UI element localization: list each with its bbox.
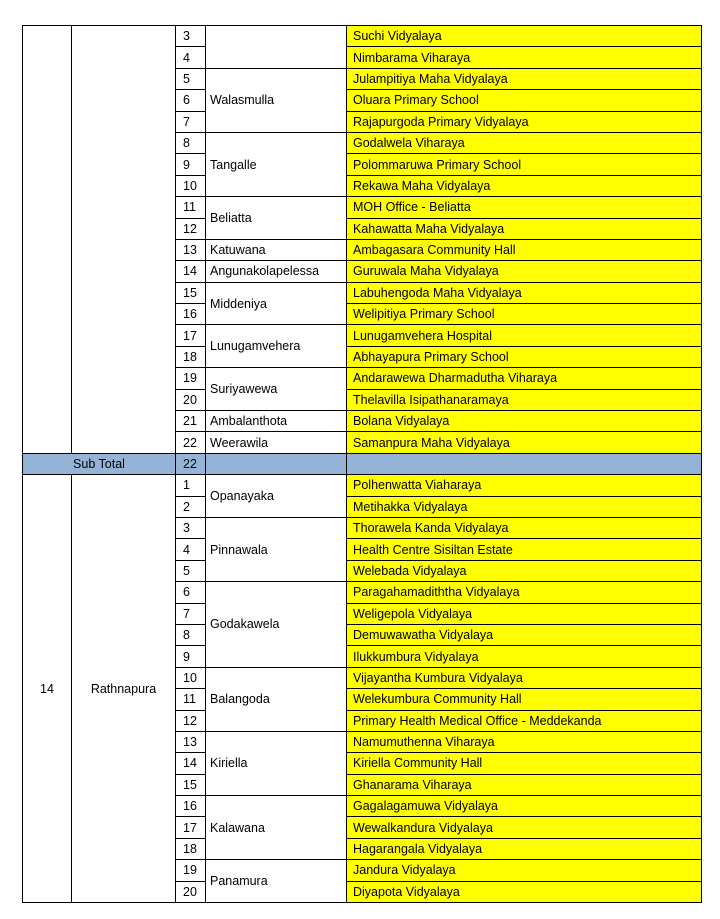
division-name: Walasmulla bbox=[206, 68, 347, 132]
center-name: Vijayantha Kumbura Vidyalaya bbox=[347, 667, 702, 688]
center-name: Primary Health Medical Office - Meddekanda bbox=[347, 710, 702, 731]
district-name: Rathnapura bbox=[72, 475, 176, 903]
subtotal-blank bbox=[347, 453, 702, 474]
allocation-table-sheet bbox=[22, 25, 702, 903]
division-name: Tangalle bbox=[206, 132, 347, 196]
center-name: Bolana Vidyalaya bbox=[347, 411, 702, 432]
center-name: Guruwala Maha Vidyalaya bbox=[347, 261, 702, 282]
center-name: Demuwawatha Vidyalaya bbox=[347, 624, 702, 645]
division-name: Middeniya bbox=[206, 282, 347, 325]
center-name: Labuhengoda Maha Vidyalaya bbox=[347, 282, 702, 303]
table-row bbox=[23, 26, 702, 47]
table-row bbox=[23, 475, 702, 496]
row-number: 8 bbox=[176, 132, 206, 153]
row-number: 13 bbox=[176, 239, 206, 260]
row-number: 12 bbox=[176, 710, 206, 731]
division-cell bbox=[206, 26, 347, 69]
row-number: 4 bbox=[176, 539, 206, 560]
center-name: Paragahamadiththa Vidyalaya bbox=[347, 582, 702, 603]
division-name: Panamura bbox=[206, 860, 347, 903]
center-name: Polhenwatta Viaharaya bbox=[347, 475, 702, 496]
center-name: Namumuthenna Viharaya bbox=[347, 731, 702, 752]
division-name: Kalawana bbox=[206, 796, 347, 860]
row-number: 3 bbox=[176, 26, 206, 47]
row-number: 13 bbox=[176, 731, 206, 752]
row-number: 14 bbox=[176, 261, 206, 282]
center-name: Wewalkandura Vidyalaya bbox=[347, 817, 702, 838]
row-number: 18 bbox=[176, 346, 206, 367]
row-number: 4 bbox=[176, 47, 206, 68]
division-name: Suriyawewa bbox=[206, 368, 347, 411]
center-name: Jandura Vidyalaya bbox=[347, 860, 702, 881]
center-name: Polommaruwa Primary School bbox=[347, 154, 702, 175]
center-name: Weligepola Vidyalaya bbox=[347, 603, 702, 624]
division-name: Godakawela bbox=[206, 582, 347, 668]
row-number: 22 bbox=[176, 432, 206, 453]
center-name: Ghanarama Viharaya bbox=[347, 774, 702, 795]
row-number: 8 bbox=[176, 624, 206, 645]
row-number: 11 bbox=[176, 197, 206, 218]
district-serial: 14 bbox=[23, 475, 72, 903]
center-name: Health Centre Sisiltan Estate bbox=[347, 539, 702, 560]
center-name: Kahawatta Maha Vidyalaya bbox=[347, 218, 702, 239]
center-name: Julampitiya Maha Vidyalaya bbox=[347, 68, 702, 89]
row-number: 3 bbox=[176, 517, 206, 538]
row-number: 16 bbox=[176, 796, 206, 817]
row-number: 6 bbox=[176, 90, 206, 111]
row-number: 6 bbox=[176, 582, 206, 603]
subtotal-label: Sub Total bbox=[23, 453, 176, 474]
serial-cell bbox=[23, 26, 72, 454]
row-number: 21 bbox=[176, 411, 206, 432]
row-number: 5 bbox=[176, 68, 206, 89]
division-name: Katuwana bbox=[206, 239, 347, 260]
district-cell bbox=[72, 26, 176, 454]
division-name: Beliatta bbox=[206, 197, 347, 240]
row-number: 1 bbox=[176, 475, 206, 496]
center-name: Welekumbura Community Hall bbox=[347, 689, 702, 710]
center-name: Rekawa Maha Vidyalaya bbox=[347, 175, 702, 196]
row-number: 10 bbox=[176, 175, 206, 196]
center-name: Rajapurgoda Primary Vidyalaya bbox=[347, 111, 702, 132]
center-name: Andarawewa Dharmadutha Viharaya bbox=[347, 368, 702, 389]
row-number: 10 bbox=[176, 667, 206, 688]
center-name: Suchi Vidyalaya bbox=[347, 26, 702, 47]
row-number: 7 bbox=[176, 111, 206, 132]
center-name: Welebada Vidyalaya bbox=[347, 560, 702, 581]
center-allocation-table bbox=[22, 25, 702, 903]
center-name: Abhayapura Primary School bbox=[347, 346, 702, 367]
division-name: Ambalanthota bbox=[206, 411, 347, 432]
subtotal-row bbox=[23, 453, 702, 474]
center-name: Lunugamvehera Hospital bbox=[347, 325, 702, 346]
row-number: 20 bbox=[176, 881, 206, 902]
division-name: Angunakolapelessa bbox=[206, 261, 347, 282]
row-number: 7 bbox=[176, 603, 206, 624]
center-name: Gagalagamuwa Vidyalaya bbox=[347, 796, 702, 817]
row-number: 19 bbox=[176, 860, 206, 881]
division-name: Weerawila bbox=[206, 432, 347, 453]
row-number: 15 bbox=[176, 282, 206, 303]
row-number: 14 bbox=[176, 753, 206, 774]
row-number: 17 bbox=[176, 325, 206, 346]
center-name: Thelavilla Isipathanaramaya bbox=[347, 389, 702, 410]
center-name: Godalwela Viharaya bbox=[347, 132, 702, 153]
division-name: Lunugamvehera bbox=[206, 325, 347, 368]
row-number: 9 bbox=[176, 646, 206, 667]
row-number: 18 bbox=[176, 838, 206, 859]
row-number: 2 bbox=[176, 496, 206, 517]
center-name: Welipitiya Primary School bbox=[347, 304, 702, 325]
center-name: Nimbarama Viharaya bbox=[347, 47, 702, 68]
row-number: 19 bbox=[176, 368, 206, 389]
row-number: 20 bbox=[176, 389, 206, 410]
division-name: Kiriella bbox=[206, 731, 347, 795]
center-name: Ilukkumbura Vidyalaya bbox=[347, 646, 702, 667]
center-name: Kiriella Community Hall bbox=[347, 753, 702, 774]
division-name: Opanayaka bbox=[206, 475, 347, 518]
center-name: Ambagasara Community Hall bbox=[347, 239, 702, 260]
row-number: 17 bbox=[176, 817, 206, 838]
row-number: 9 bbox=[176, 154, 206, 175]
subtotal-blank bbox=[206, 453, 347, 474]
center-name: Metihakka Vidyalaya bbox=[347, 496, 702, 517]
center-name: Oluara Primary School bbox=[347, 90, 702, 111]
row-number: 5 bbox=[176, 560, 206, 581]
center-name: Hagarangala Vidyalaya bbox=[347, 838, 702, 859]
division-name: Balangoda bbox=[206, 667, 347, 731]
center-name: Diyapota Vidyalaya bbox=[347, 881, 702, 902]
subtotal-count: 22 bbox=[176, 453, 206, 474]
row-number: 12 bbox=[176, 218, 206, 239]
center-name: MOH Office - Beliatta bbox=[347, 197, 702, 218]
row-number: 16 bbox=[176, 304, 206, 325]
center-name: Samanpura Maha Vidyalaya bbox=[347, 432, 702, 453]
center-name: Thorawela Kanda Vidyalaya bbox=[347, 517, 702, 538]
row-number: 15 bbox=[176, 774, 206, 795]
row-number: 11 bbox=[176, 689, 206, 710]
division-name: Pinnawala bbox=[206, 517, 347, 581]
